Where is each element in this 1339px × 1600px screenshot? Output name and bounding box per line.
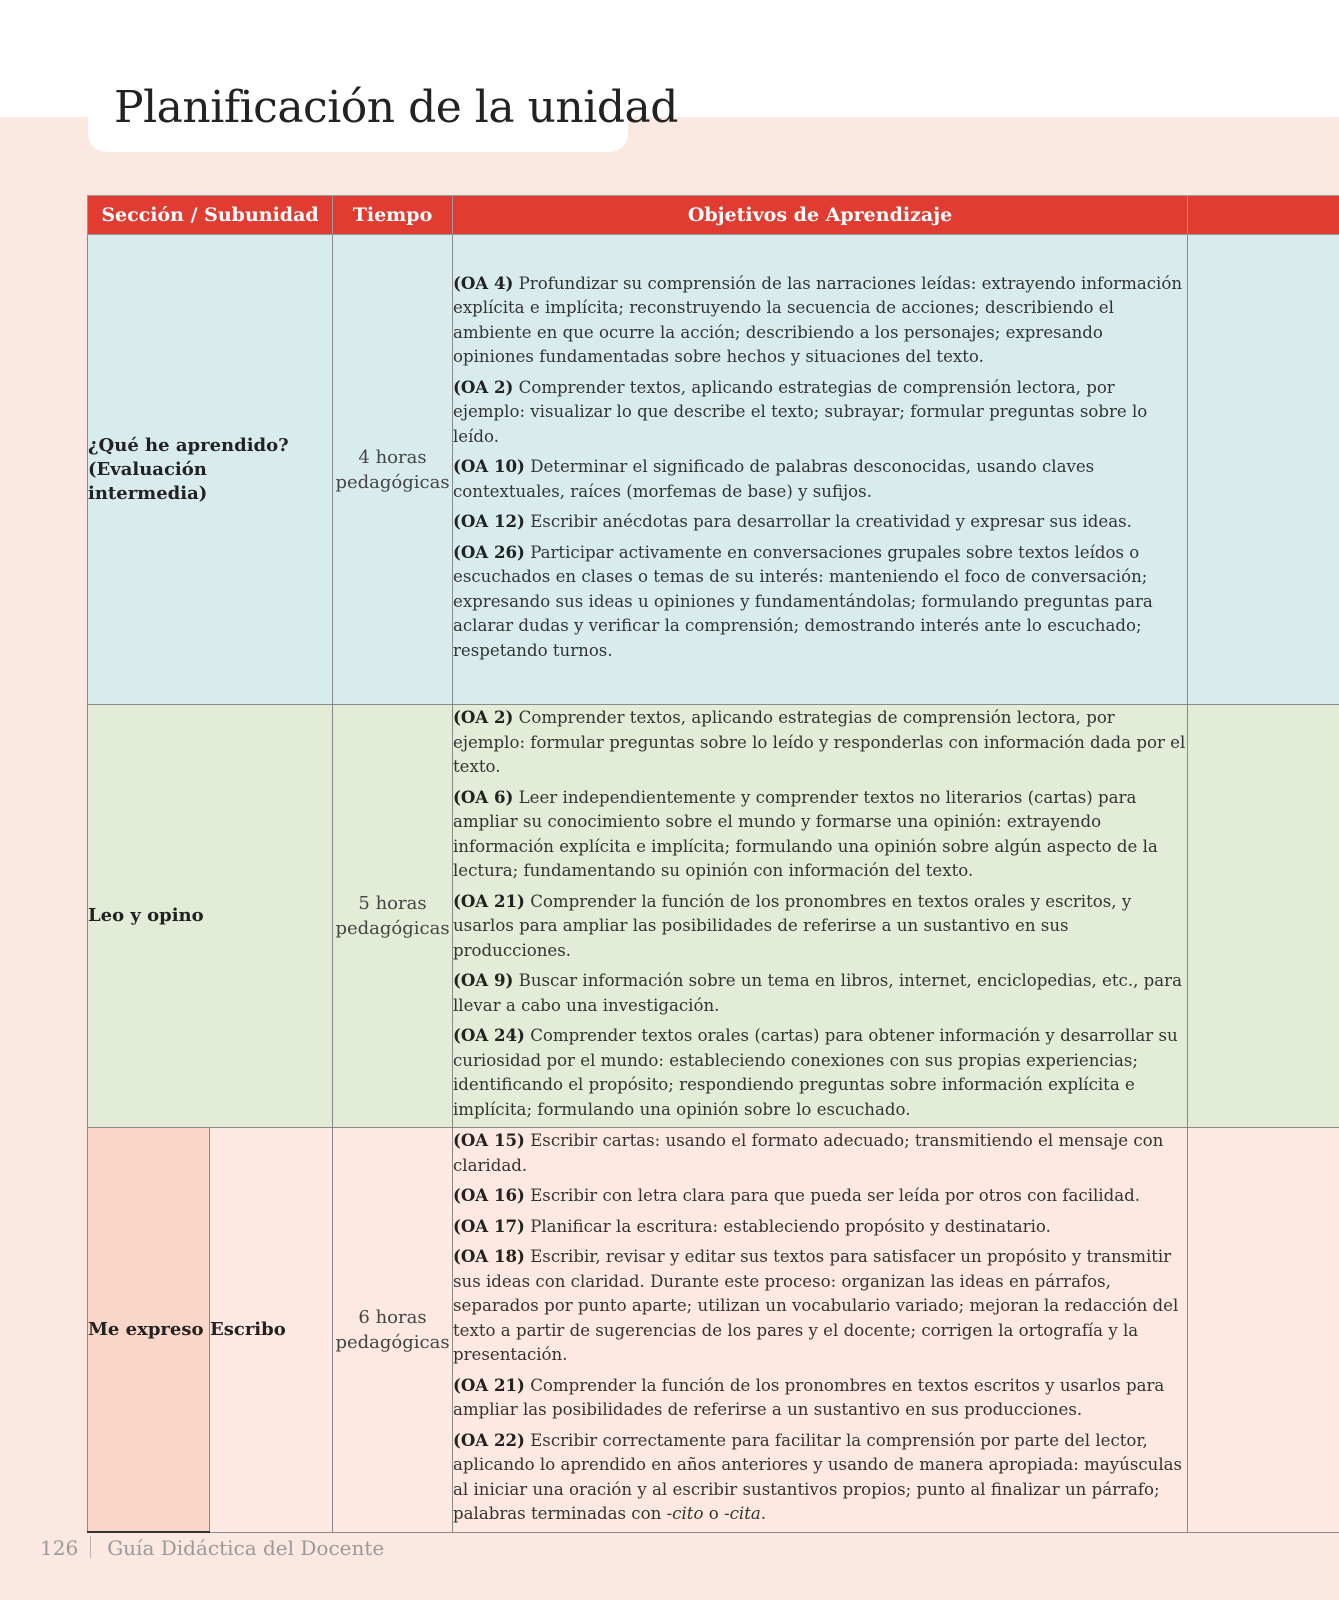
objective-item <box>453 785 1187 884</box>
objective-item <box>453 271 1187 370</box>
objective-item <box>453 968 1187 1018</box>
section-cell: ¿Qué he aprendido? (Evaluación intermedia) <box>88 235 333 705</box>
objective-item <box>453 1128 1187 1178</box>
objective-text: Comprender textos, aplicando estrategias de comprensión lectora, por ejemplo: visualizar lo que describe el texto; subrayar; formular preguntas sobre lo leído. <box>453 377 1148 446</box>
objective-code: (OA 12) <box>453 511 525 532</box>
objective-code: (OA 4) <box>453 272 514 293</box>
objective-code: (OA 15) <box>453 1130 525 1150</box>
footer-text: Guía Didáctica del Docente <box>107 1536 385 1560</box>
objective-text: Escribir cartas: usando el formato adecuado; transmitiendo el mensaje con claridad. <box>453 1131 1164 1175</box>
objective-text: Comprender la función de los pronombres en textos orales y escritos, y usarlos para ampliar las posibilidades de referirse a un sustantivo en sus producciones. <box>453 891 1132 960</box>
header-time: Tiempo <box>333 196 453 235</box>
objective-code: (OA 10) <box>453 456 525 477</box>
table-row <box>88 705 1339 1128</box>
objective-code: (OA 2) <box>453 376 514 397</box>
header-section: Sección / Subunidad <box>88 196 333 235</box>
section-cell: Me expreso <box>88 1128 210 1533</box>
objective-code: (OA 21) <box>453 1374 525 1395</box>
objective-text: Comprender la función de los pronombres en textos escritos y usarlos para ampliar las posibilidades de referirse a un sustantivo en sus producciones. <box>453 1375 1165 1419</box>
objective-code: (OA 22) <box>453 1429 525 1450</box>
extra-cell <box>1188 705 1339 1128</box>
objective-item <box>453 1183 1187 1209</box>
extra-cell <box>1188 235 1339 705</box>
objective-text: Escribir con letra clara para que pueda ser leída por otros con facilidad. <box>530 1186 1141 1205</box>
objectives-cell <box>453 1128 1188 1533</box>
page-footer <box>40 1536 384 1560</box>
time-cell <box>333 235 453 705</box>
objective-item <box>453 509 1187 535</box>
planning-table <box>87 195 1339 1533</box>
objective-code: (OA 18) <box>453 1246 525 1266</box>
objective-text: Comprender textos orales (cartas) para obtener información y desarrollar su curiosidad por el mundo: estableciendo conexiones con sus propias experiencias; identificando el propósito; respondiendo preguntas sobre información explícita e implícita; formulando una opinión sobre lo escuchado. <box>453 1026 1178 1119</box>
objective-code: (OA 26) <box>453 541 525 562</box>
page-title: Planificación de la unidad <box>114 82 678 133</box>
time-cell <box>333 1128 453 1533</box>
objective-code: (OA 16) <box>453 1185 525 1205</box>
objective-code: (OA 17) <box>453 1215 525 1236</box>
suffix-cito: -cito <box>666 1504 704 1523</box>
objective-item <box>453 705 1187 780</box>
objective-code: (OA 6) <box>453 786 514 807</box>
objective-item <box>453 1373 1187 1423</box>
objective-text: Buscar información sobre un tema en libros, internet, enciclopedias, etc., para llevar a cabo una investigación. <box>453 971 1182 1015</box>
objective-code: (OA 9) <box>453 970 514 990</box>
objective-item <box>453 1428 1187 1527</box>
objectives-cell <box>453 235 1188 705</box>
connector-text: o <box>708 1504 719 1523</box>
objective-item <box>453 454 1187 504</box>
table-row <box>88 235 1339 705</box>
objectives-cell <box>453 705 1188 1128</box>
objective-text: Escribir correctamente para facilitar la comprensión por parte del lector, aplicando lo aprendido en años anteriores y usando de manera apropiada: mayúsculas al iniciar una oración y al escribir sustantivos propios; punto al finalizar un párrafo; palabras terminadas con <box>453 1430 1183 1523</box>
objective-item <box>453 540 1187 664</box>
objective-text: Participar activamente en conversaciones grupales sobre textos leídos o escuchados en clases o temas de su interés: manteniendo el foco de conversación; expresando sus ideas u opiniones y fundamentándolas; formulando preguntas para aclarar dudas y verificar la comprensión; demostrando interés ante lo escuchado; respetando turnos. <box>453 542 1153 660</box>
time-text: 4 horas pedagógicas <box>335 446 450 493</box>
header-extra <box>1188 196 1339 235</box>
objective-text: Profundizar su comprensión de las narraciones leídas: extrayendo información explícita e implícita; reconstruyendo la secuencia de acciones; describiendo el ambiente en que ocurre la acción; describiendo a los personajes; expresando opiniones fundamentadas sobre hechos y situaciones del texto. <box>453 273 1183 367</box>
objective-text: Comprender textos, aplicando estrategias de comprensión lectora, por ejemplo: formular preguntas sobre lo leído y responderlas con información dada por el texto. <box>453 708 1186 776</box>
objective-item <box>453 1214 1187 1240</box>
end-punctuation: . <box>760 1504 767 1523</box>
table-row <box>88 1128 1339 1533</box>
objective-text: Leer independientemente y comprender textos no literarios (cartas) para ampliar su conocimiento sobre el mundo y formarse una opinión: extrayendo información explícita e implícita; formulando una opinión sobre algún aspecto de la lectura; fundamentando su opinión con información del texto. <box>453 787 1158 880</box>
extra-cell <box>1188 1128 1339 1533</box>
objective-code: (OA 24) <box>453 1025 525 1045</box>
time-text: 6 horas pedagógicas <box>335 1306 450 1353</box>
suffix-cita: -cita <box>724 1504 761 1523</box>
page-number: 126 <box>40 1536 79 1560</box>
time-text: 5 horas pedagógicas <box>335 893 450 939</box>
objective-text: Escribir anécdotas para desarrollar la creatividad y expresar sus ideas. <box>530 512 1132 532</box>
objective-text: Determinar el significado de palabras desconocidas, usando claves contextuales, raíces (morfemas de base) y sufijos. <box>453 457 1095 501</box>
time-cell <box>333 705 453 1128</box>
table-header-row <box>88 196 1339 235</box>
objective-item <box>453 375 1187 450</box>
objective-item <box>453 1023 1187 1122</box>
footer-divider <box>90 1536 91 1558</box>
objective-item <box>453 1244 1187 1368</box>
objective-text: Escribir, revisar y editar sus textos para satisfacer un propósito y transmitir sus ideas con claridad. Durante este proceso: organizan las ideas en párrafos, separados por punto aparte; utilizan un vocabulario variado; mejoran la redacción del texto a partir de sugerencias de los pares y el docente; corrigen la ortografía y la presentación. <box>453 1247 1179 1364</box>
section-cell: Leo y opino <box>88 705 333 1128</box>
objective-code: (OA 2) <box>453 707 514 727</box>
objective-text: Planificar la escritura: estableciendo propósito y destinatario. <box>530 1216 1051 1236</box>
subsection-cell: Escribo <box>210 1128 333 1533</box>
header-objectives: Objetivos de Aprendizaje <box>453 196 1188 235</box>
objective-item <box>453 889 1187 964</box>
objective-code: (OA 21) <box>453 890 525 911</box>
